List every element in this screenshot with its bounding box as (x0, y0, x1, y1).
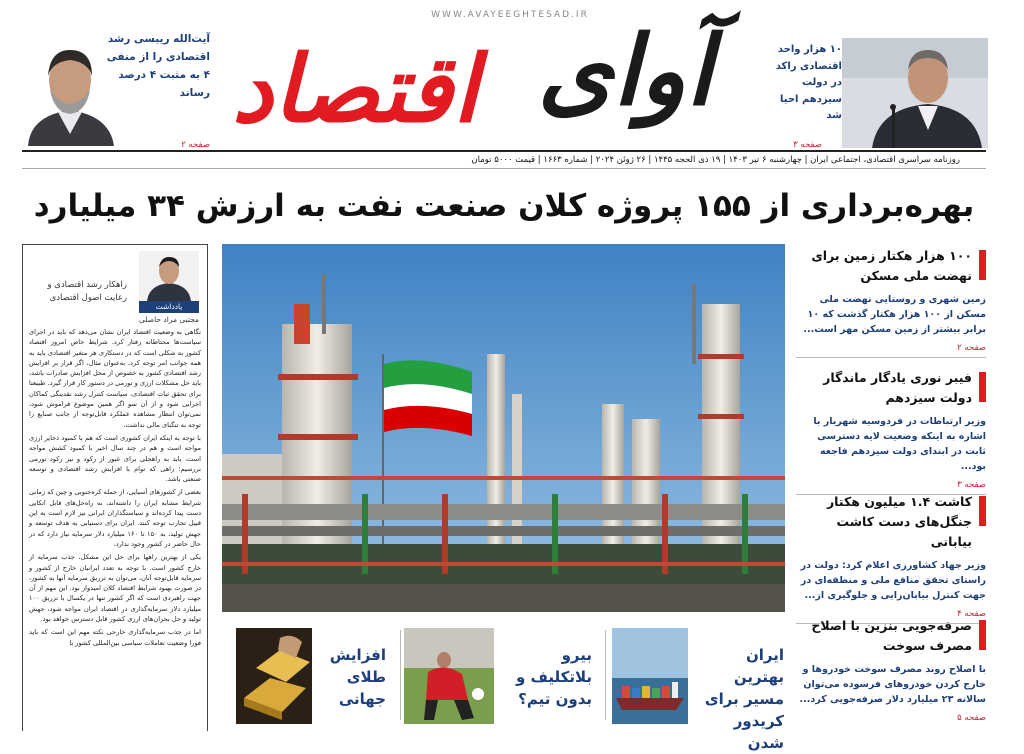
masthead-right-teaser[interactable] (775, 30, 990, 150)
gold-bars-icon (236, 628, 312, 724)
brief-summary: با اصلاح روند مصرف سوخت خودروها و خارج کردن خودروهای فرسوده می‌توان سالانه ۲۳ میلیارد دلار صرفه‌جویی کرد... (799, 664, 986, 705)
teaser-divider (400, 630, 401, 720)
left-teaser-text: آیت‌الله رییسی رشد اقتصادی را از منفی ۴ به مثبت ۴ درصد رساند (106, 33, 210, 99)
brief-story-fuel[interactable] (796, 616, 986, 723)
column-paragraph: یکی از بهترین راهها برای حل این مشکل، جذب سرمایه از خارج کشور است. با توجه به تعدد ایرانیان خارج از کشور و سرمایه قابل‌توجه آنان، می‌توان به تزریق سرمایه آنها به کشور، در صورت بهبود شرایط اقتصاد کلان امیدوار بود. این مهم از آن جهت راهبردی است که اگر کشور تنها در یکسال با تزریق ۱۰۰ میلیارد دلار سرمایه‌گذاری در اقتصاد ایران مواجه شود، جهش تولید و حل بحران‌های ارزی کشور قابل دسترس خواهد بود. (29, 553, 201, 624)
brief-story-housing[interactable] (796, 246, 986, 358)
brief-page-ref[interactable]: صفحه ۳ (957, 480, 986, 490)
column-paragraph: بعضی از کشورهای آسیایی، از جمله کره‌جنوبی و چین که زمانی شرایط مشابه ایران را داشته‌اند، به راه‌حل‌های قابل اتکایی دست پیدا کرده‌اند و سیاستگذاران ایرانی نیز لازم است به این قبیل تجارب توجه کنند. ایران برای دستیابی به هدف توسعه و جهش تولید، به ۱۵۰ تا ۱۶۰ میلیارد دلار سرمایه نیاز دارد که در حال حاضر در کشور وجود ندارد. (29, 488, 202, 548)
column-paragraph: نگاهی به وضعیت اقتصاد ایران نشان می‌دهد که باید در اجرای سیاست‌ها محتاطانه رفتار کرد. شرایط خاص امروز اقتصاد کشور به شکلی است که در دستکاری هر متغیر اقتصادی باید به همه جوانب امر توجه کرد. به‌عنوان مثال، اگر قرار بر افزایش رشد اقتصادی کشور به‌ خصوص از محل افزایش صادرات باشد، باید حل مشکلات ارزی و تورمی در دستور کار قرار گیرد. طبیعتا برای تحقق ثبات اقتصادی، سیاست کنترل رشد نقدینگی کماکان اجرایی شود و از آن سو اگر همین موضوع فراموش شود، نمی‌توان انتظار مشاهده عملکرد قابل‌توجه از جانب صنایع را توجه به تنگنای مالی نداشت. (29, 328, 201, 429)
brief-page-ref[interactable]: صفحه ۴ (957, 609, 986, 619)
column-badge: یادداشت (139, 301, 199, 313)
main-headline[interactable]: بهره‌برداری از ۱۵۵ پروژه کلان صنعت نفت به ارزش ۳۴ میلیارد (33, 188, 975, 224)
brief-title: صرفه‌جویی بنزین با اصلاح مصرف سوخت (796, 616, 986, 656)
masthead (0, 0, 1024, 165)
author-portrait-photo (139, 251, 199, 301)
refinery-photo[interactable] (222, 244, 785, 612)
site-url[interactable]: WWW.AVAYEEGHTESAD.IR (431, 10, 589, 20)
brief-divider (796, 357, 986, 358)
news-briefs-column (796, 244, 986, 731)
masthead-left-teaser[interactable] (20, 30, 210, 150)
logo-eghtesad: اقتصاد (231, 36, 479, 143)
goalkeeper-icon (404, 628, 494, 724)
right-teaser-text: ۱۰ هزار واحد اقتصادی راکد در دولت سیزدهم احیا شد (775, 44, 842, 121)
brief-story-forest[interactable] (796, 492, 986, 624)
brief-title: فیبر نوری یادگار ماندگار دولت سیزدهم (796, 368, 986, 408)
brief-title: کاشت ۱.۴ میلیون هکتار جنگل‌های دست کاشت بیابانی (796, 492, 986, 552)
column-author: مجتبی مراد حاصلی (138, 315, 199, 324)
right-page-ref[interactable]: صفحه ۳ (793, 140, 822, 150)
column-body (29, 327, 201, 732)
brief-title: ۱۰۰ هزار هکتار زمین برای نهضت ملی مسکن (796, 246, 986, 286)
teaser-corridor[interactable] (612, 624, 788, 752)
brief-page-ref[interactable]: صفحه ۲ (957, 343, 986, 353)
left-page-ref[interactable]: صفحه ۲ (181, 140, 210, 150)
column-kicker: راهکار رشد اقتصادی و رعایت اصول اقتصادی (47, 280, 127, 303)
teaser-divider (605, 630, 606, 720)
column-paragraph: اما در جذب سرمایه‌گذاری خارجی نکته مهم این است که باید فورا وضعیت تعاملات سیاسی بین‌المللی کشور با (29, 628, 201, 647)
teaser-football[interactable] (404, 624, 600, 724)
brief-summary: زمین شهری و روستایی نهضت ملی مسکن از ۱۰۰ هزار هکتار گذشت که ۱۰ برابر بیشتر از زمین مسکن مهر است... (803, 294, 986, 335)
teaser-gold[interactable] (222, 624, 392, 724)
cargo-ship-icon (612, 628, 688, 724)
teaser-gold-title: افزایش طلای جهانی (329, 646, 386, 708)
opinion-column (22, 244, 208, 731)
brief-page-ref[interactable]: صفحه ۵ (957, 713, 986, 723)
brief-summary: وزیر ارتباطات در فردوسیه شهریار با اشاره به اینکه وضعیت لایه دسترسی ثابت در ابتدای دولت سیزدهم فاجعه بود... (813, 416, 986, 472)
brief-summary: وزیر جهاد کشاورزی اعلام کرد: دولت در راستای تحقق منافع ملی و منطقه‌ای در جهت کنترل بیابان‌زایی و جلوگیری از... (800, 560, 986, 601)
official-portrait-photo (842, 38, 988, 148)
brief-story-fiber[interactable] (796, 368, 986, 495)
teaser-corridor-title: ایران بهترین مسیر برای کریدور شدن (704, 646, 784, 752)
dateline: روزنامه سراسری اقتصادی، اجتماعی ایران | چهارشنبه ۶ تیر ۱۴۰۳ | ۱۹ ذی الحجه ۱۴۴۵ | ۲۶ ژوئن ۲۰۲۴ | شماره ۱۶۶۳ | قیمت ۵۰۰۰ تومان (22, 150, 986, 169)
column-paragraph: با توجه به اینکه ایران کشوری است که هم با کمبود ذخایر ارزی مواجه است و هم در چند سال اخیر با کمبود کشش مواجه است، باید به راهحلی برای عبور از رکود و نیز رکود تورمی بررسیم؛ راهی که توام با افزایش رشد اقتصادی و توسعه صنعتی باشد. (29, 433, 201, 484)
teaser-football-title: بیرو بلاتکلیف و بدون تیم؟ (515, 646, 592, 708)
logo-ava: آوای (537, 15, 713, 127)
